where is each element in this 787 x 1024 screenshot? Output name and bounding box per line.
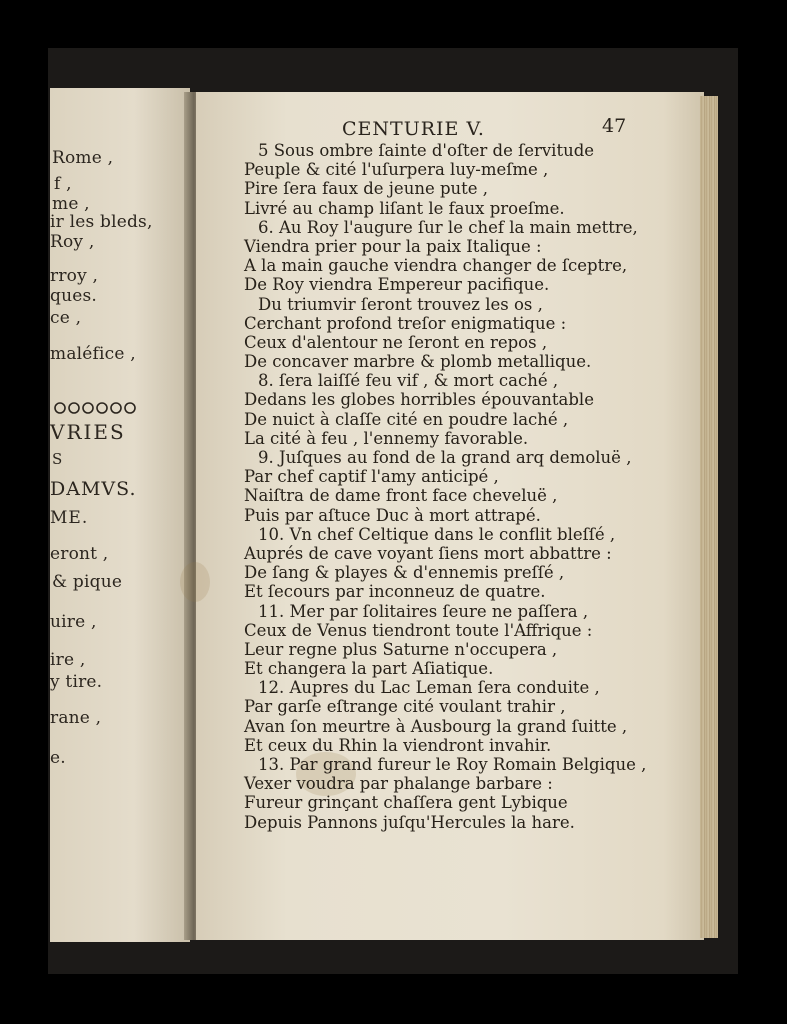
left-fragment: Roy , [50, 232, 95, 252]
verse-line: Vexer voudra par phalange barbare : [244, 774, 553, 794]
verse-line: Depuis Pannons juſqu'Hercules la hare. [244, 812, 575, 832]
left-heading-fragment: DAMVS. [50, 478, 137, 500]
left-heading-fragment: VRIES [50, 420, 126, 444]
verse-line: Cerchant profond treſor enigmatique : [244, 313, 567, 333]
left-fragment: S [52, 450, 63, 468]
verse-line: Et ſecours par inconneuz de quatre. [244, 582, 546, 602]
verse-line: 13. Par grand fureur le Roy Romain Belgique , [258, 755, 647, 774]
verse-line: Ceux d'alentour ne ſeront en repos , [244, 332, 548, 352]
left-fragment: & pique [52, 572, 123, 592]
verse-line: Livré au champ liſant le faux proeſme. [244, 198, 565, 218]
verse-block [244, 141, 646, 832]
verse-line: Naiſtra de dame front face cheveluë , [244, 486, 558, 506]
verse-line: De Roy viendra Empereur pacifique. [244, 275, 550, 295]
verse-line: Auprés de cave voyant ſiens mort abbattre : [244, 543, 612, 563]
verse-line: 8. ſera laiſſé feu vif , & mort caché , [258, 371, 559, 391]
page-edges [700, 96, 718, 938]
left-fragment: rane , [50, 708, 102, 728]
ornament-border [52, 400, 144, 416]
verse-line: Dedans les globes horribles épouvantable [244, 390, 594, 410]
left-fragment: ire , [50, 650, 86, 670]
verse-line: De ſang & playes & d'ennemis preſſé , [244, 563, 565, 583]
verse-line: Fureur grinçant chaſſera gent Lybique [244, 793, 568, 813]
verse-line: Peuple & cité l'uſurpera luy-meſme , [244, 160, 549, 180]
verse-line: Pire ſera faux de jeune pute , [244, 179, 489, 199]
left-fragment: me , [52, 194, 90, 214]
left-page [50, 88, 190, 942]
verse-line: 11. Mer par ſolitaires ſeure ne paſſera , [258, 601, 589, 621]
left-fragment: rroy , [50, 266, 99, 286]
left-fragment: ME. [50, 508, 89, 528]
left-fragment: y tire. [50, 672, 103, 692]
left-fragment: ir les bleds, [50, 212, 153, 232]
left-fragment: eront , [50, 544, 109, 564]
verse-line: Puis par aſtuce Duc à mort attrapé. [244, 505, 541, 525]
verse-line: Et ceux du Rhin la viendront invahir. [244, 735, 552, 755]
verse-line: 12. Aupres du Lac Leman ſera conduite , [258, 678, 600, 698]
verse-line: 10. Vn chef Celtique dans le conflit bleſſé , [258, 524, 616, 544]
left-fragment: ques. [50, 286, 98, 306]
verse-line: De concaver marbre & plomb metallique. [244, 352, 592, 372]
verse-line: Du triumvir ſeront trouvez les os , [258, 294, 543, 314]
verse-line: A la main gauche viendra changer de ſceptre, [244, 256, 628, 276]
verse-line: Par chef captif l'amy anticipé , [244, 467, 499, 487]
left-fragment: ce , [50, 308, 82, 328]
verse-line: Par garſe eſtrange cité voulant trahir , [244, 697, 566, 717]
verse-line: Et changera la part Aſiatique. [244, 659, 494, 679]
paper-stain [180, 562, 210, 602]
left-fragment: maléfice , [50, 344, 136, 364]
left-fragment: uire , [50, 612, 97, 632]
verse-line: Avan ſon meurtre à Ausbourg la grand ſuitte , [244, 716, 628, 736]
page-header: CENTURIE V. [342, 118, 485, 140]
verse-line: Ceux de Venus tiendront toute l'Affrique : [244, 620, 593, 640]
verse-line: 6. Au Roy l'augure ſur le chef la main mettre, [258, 217, 638, 237]
page-number: 47 [602, 115, 627, 137]
left-fragment: e. [50, 748, 66, 768]
verse-line: De nuict à claſſe cité en poudre laché , [244, 409, 569, 429]
verse-line: La cité à feu , l'ennemy favorable. [244, 428, 529, 448]
verse-line: 5 Sous ombre ſainte d'oſter de ſervitude [258, 141, 595, 160]
left-fragment: f , [54, 174, 72, 194]
verse-line: Leur regne plus Saturne n'occupera , [244, 639, 558, 659]
verse-line: 9. Juſques au fond de la grand arq demoluë , [258, 448, 632, 467]
left-fragment: Rome , [52, 148, 114, 168]
verse-line: Viendra prier pour la paix Italique : [244, 236, 542, 256]
